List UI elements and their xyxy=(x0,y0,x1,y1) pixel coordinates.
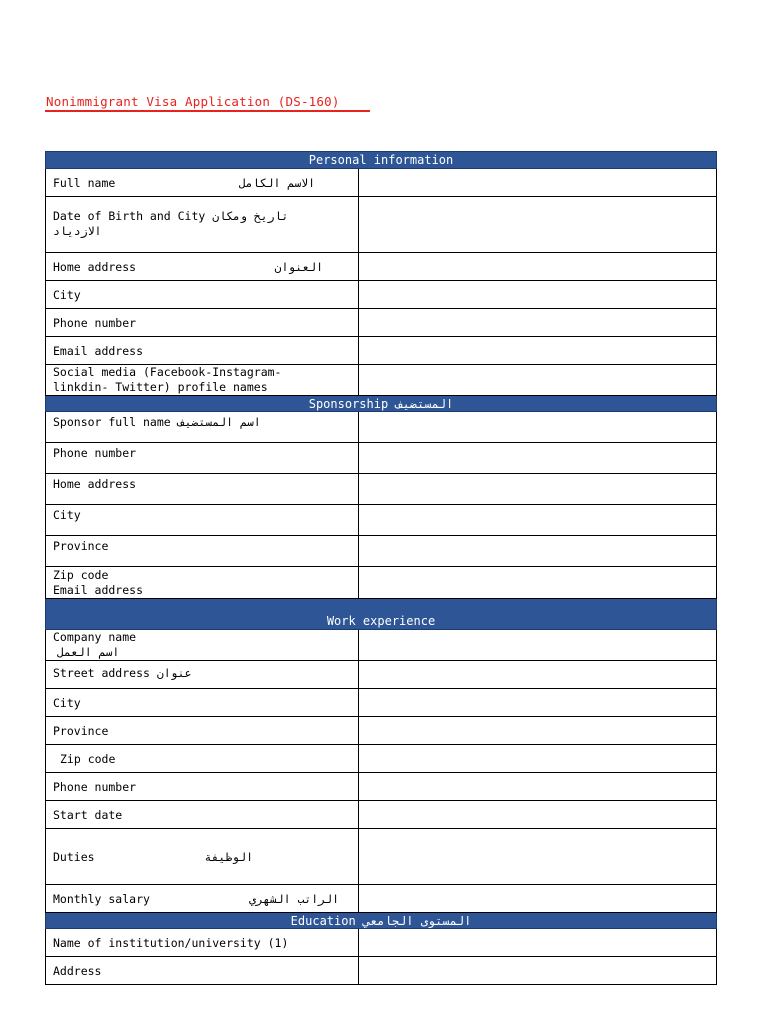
label-sponsor-name-en: Sponsor full name xyxy=(53,415,171,429)
field-work-province[interactable] xyxy=(359,717,717,745)
field-home-address[interactable] xyxy=(359,253,717,281)
field-work-phone[interactable] xyxy=(359,773,717,801)
label-duties-en: Duties xyxy=(53,849,95,864)
form-row-city xyxy=(46,281,717,309)
label-work-phone: Phone number xyxy=(46,773,359,801)
page-title: Nonimmigrant Visa Application (DS-160) xyxy=(46,94,340,109)
label-sponsor-name-ar: اسم المستضيف xyxy=(177,415,261,429)
label-phone: Phone number xyxy=(46,309,359,337)
field-institution[interactable] xyxy=(359,929,717,957)
section-sponsorship-ar: المستضيف xyxy=(395,396,454,411)
label-social-media xyxy=(46,365,359,396)
field-start-date[interactable] xyxy=(359,801,717,829)
form-row-work-province xyxy=(46,717,717,745)
field-education-address[interactable] xyxy=(359,957,717,985)
form-row-work-city xyxy=(46,689,717,717)
label-institution: Name of institution/university (1) xyxy=(46,929,359,957)
label-sponsor-email: Email address xyxy=(53,583,144,597)
label-sponsor-zip-email xyxy=(46,567,359,599)
title-underline xyxy=(45,110,370,112)
field-social-media[interactable] xyxy=(359,365,717,396)
form-row-phone xyxy=(46,309,717,337)
label-education-address: Address xyxy=(46,957,359,985)
label-sponsor-city: City xyxy=(46,505,359,536)
label-email: Email address xyxy=(46,337,359,365)
label-sponsor-zip: Zip code xyxy=(53,568,109,582)
field-email[interactable] xyxy=(359,337,717,365)
field-sponsor-phone[interactable] xyxy=(359,443,717,474)
label-work-zip: Zip code xyxy=(46,745,359,773)
label-street-ar: عنوان xyxy=(156,666,192,680)
field-full-name[interactable] xyxy=(359,169,717,197)
label-date-of-birth xyxy=(46,197,359,253)
label-home-address-ar: العنوان xyxy=(274,259,323,274)
section-header-work: Work experience xyxy=(46,599,717,630)
section-personal-information xyxy=(46,152,717,169)
field-sponsor-province[interactable] xyxy=(359,536,717,567)
form-row-social-media xyxy=(46,365,717,396)
label-full-name-ar: الاسم الكامل xyxy=(238,175,315,190)
form-row-start-date xyxy=(46,801,717,829)
label-home-address xyxy=(46,253,359,281)
label-social-line1: Social media (Facebook-Instagram- xyxy=(53,365,282,379)
form-row-date-of-birth xyxy=(46,197,717,253)
field-city[interactable] xyxy=(359,281,717,309)
form-row-sponsor-city xyxy=(46,505,717,536)
field-company[interactable] xyxy=(359,630,717,661)
field-salary[interactable] xyxy=(359,885,717,913)
label-dob-ar-line2: الازدياد xyxy=(53,224,102,238)
form-row-work-zip xyxy=(46,745,717,773)
form-row-institution xyxy=(46,929,717,957)
label-company-en: Company name xyxy=(53,630,137,644)
label-work-city: City xyxy=(46,689,359,717)
section-header-sponsorship xyxy=(46,396,717,412)
field-duties[interactable] xyxy=(359,829,717,885)
form-row-email xyxy=(46,337,717,365)
label-city: City xyxy=(46,281,359,309)
label-duties-ar: الوظيفة xyxy=(204,849,253,864)
label-company xyxy=(46,630,359,661)
form-row-full-name xyxy=(46,169,717,197)
section-header-education xyxy=(46,913,717,929)
section-header-personal: Personal information xyxy=(46,152,717,169)
field-work-zip[interactable] xyxy=(359,745,717,773)
field-sponsor-name[interactable] xyxy=(359,412,717,443)
section-education-en: Education xyxy=(290,913,356,928)
form-row-sponsor-phone xyxy=(46,443,717,474)
field-sponsor-zip-email[interactable] xyxy=(359,567,717,599)
form-row-salary xyxy=(46,885,717,913)
form-row-home-address xyxy=(46,253,717,281)
label-dob-ar: تاريخ ومكان xyxy=(212,209,289,223)
form-row-sponsor-zip-email xyxy=(46,567,717,599)
label-salary xyxy=(46,885,359,913)
label-salary-ar: الراتب الشهري xyxy=(248,891,339,906)
form-row-street xyxy=(46,661,717,689)
label-duties xyxy=(46,829,359,885)
field-sponsor-city[interactable] xyxy=(359,505,717,536)
section-sponsorship-en: Sponsorship xyxy=(308,396,389,411)
field-street[interactable] xyxy=(359,661,717,689)
label-sponsor-name xyxy=(46,412,359,443)
field-sponsor-address[interactable] xyxy=(359,474,717,505)
form-row-sponsor-name xyxy=(46,412,717,443)
label-sponsor-phone: Phone number xyxy=(46,443,359,474)
section-education xyxy=(46,913,717,929)
label-company-ar: اسم العمل xyxy=(57,645,120,659)
form-row-sponsor-address xyxy=(46,474,717,505)
field-phone[interactable] xyxy=(359,309,717,337)
label-full-name-en: Full name xyxy=(53,175,116,190)
form-row-company xyxy=(46,630,717,661)
label-dob-en: Date of Birth and City xyxy=(53,209,206,223)
label-social-line2: linkdin- Twitter) profile names xyxy=(53,380,268,394)
label-sponsor-address: Home address xyxy=(46,474,359,505)
label-full-name xyxy=(46,169,359,197)
label-home-address-en: Home address xyxy=(53,259,137,274)
label-work-province: Province xyxy=(46,717,359,745)
label-sponsor-province: Province xyxy=(46,536,359,567)
section-work-experience xyxy=(46,599,717,630)
form-row-education-address xyxy=(46,957,717,985)
visa-form-table xyxy=(45,151,717,985)
label-salary-en: Monthly salary xyxy=(53,891,150,906)
label-street-en: Street address xyxy=(53,666,150,680)
field-work-city[interactable] xyxy=(359,689,717,717)
label-street xyxy=(46,661,359,689)
field-date-of-birth[interactable] xyxy=(359,197,717,253)
label-start-date: Start date xyxy=(46,801,359,829)
form-row-sponsor-province xyxy=(46,536,717,567)
form-row-duties xyxy=(46,829,717,885)
form-row-work-phone xyxy=(46,773,717,801)
section-sponsorship xyxy=(46,396,717,412)
section-education-ar: المستوى الجامعي xyxy=(362,913,472,928)
